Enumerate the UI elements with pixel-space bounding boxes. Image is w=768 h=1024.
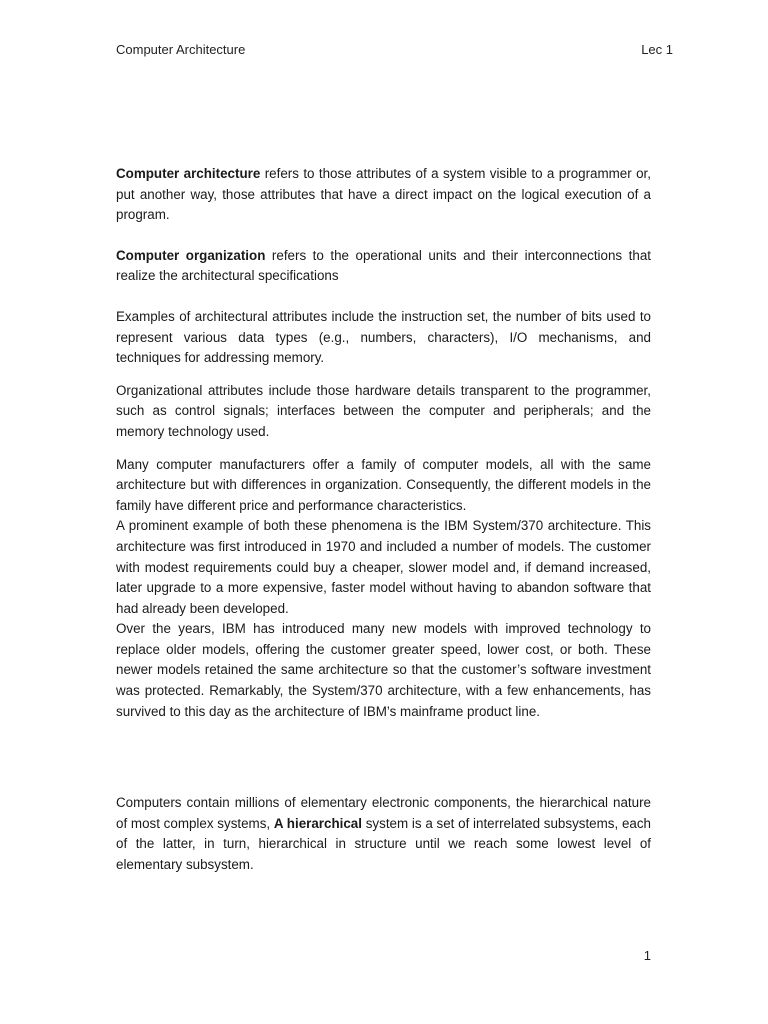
paragraph-organizational-attributes: Organizational attributes include those hardware details transparent to the programmer, such as control signals; interfaces between the computer and peripherals; and the memory technology used.: [116, 382, 651, 439]
header-lecture: Lec 1: [641, 42, 673, 57]
page-number: 1: [643, 948, 651, 963]
paragraph-organization: [116, 246, 651, 287]
paragraph-architectural-attributes: Examples of architectural attributes include the instruction set, the number of bits used to represent various data types (e.g., numbers, characters), I/O mechanisms, and techniques for addressing memory.: [116, 308, 651, 366]
paragraph-ibm-example: A prominent example of both these phenomena is the IBM System/370 architecture. This architecture was first introduced in 1970 and included a number of models. The customer with modest requirements could buy a cheaper, slower model and, if demand increased, later upgrade to a more expensive, faster model without having to abandon software that had already been developed.: [116, 518, 651, 616]
paragraph-text: system is a set of interrelated subsystems, each of the latter, in turn, hierarchical in structure until we reach some lowest level of elementary subsystem.: [116, 815, 651, 873]
paragraph-architecture: [116, 164, 651, 226]
term-architecture: Computer architecture: [116, 166, 261, 181]
paragraph-hierarchy: [116, 793, 651, 875]
term-organization: Computer organization: [116, 247, 266, 263]
term-hierarchical: A hierarchical: [273, 815, 362, 831]
paragraph-computer-family: Many computer manufacturers offer a family of computer models, all with the same architecture but with differences in organization. Consequently, the different models in the family have different price and performance characteristics.: [116, 456, 651, 513]
paragraph-ibm-models: Over the years, IBM has introduced many new models with improved technology to replace older models, offering the customer greater speed, lower cost, or both. These newer models retained the same architecture so that the customer’s software investment was protected. Remarkably, the System/370 architecture, with a few enhancements, has survived to this day as the architecture of IBM’s mainframe product line.: [116, 621, 651, 719]
document-body: [116, 164, 651, 876]
paragraph-text: Computers contain millions of elementary electronic components, the hierarchical nature of most complex systems,: [116, 795, 651, 831]
paragraph-text: refers to those attributes of a system visible to a programmer or, put another way, those attributes that have a direct impact on the logical execution of a program.: [116, 166, 651, 223]
page-header: [116, 42, 673, 57]
paragraph-text: refers to the operational units and their interconnections that realize the architectural specifications: [116, 247, 651, 284]
header-title: Computer Architecture: [116, 42, 246, 57]
